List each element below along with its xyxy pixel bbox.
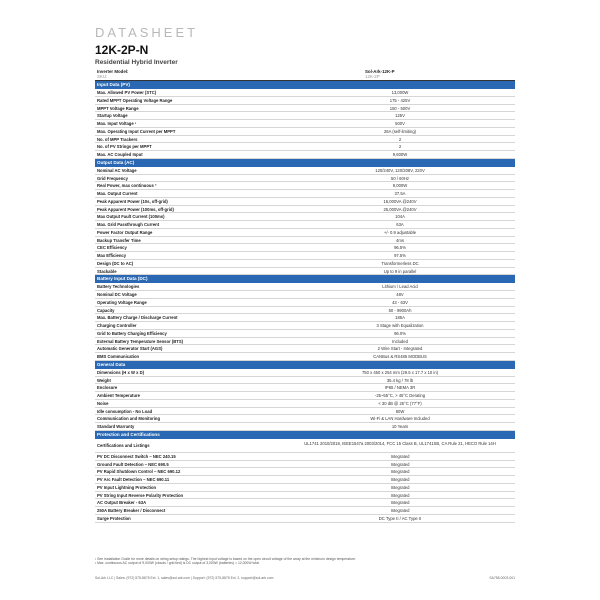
spec-row — [95, 314, 515, 322]
spec-label: Nominal DC Voltage — [97, 292, 137, 297]
spec-value: Integrated — [390, 508, 410, 513]
spec-value: 150 - 500V — [389, 105, 411, 111]
spec-row — [95, 299, 515, 307]
spec-label: Ground Fault Detection – NEC 690.5 — [97, 461, 169, 467]
spec-label: CEC Efficiency — [97, 245, 127, 251]
spec-row — [95, 268, 515, 276]
spec-value: Wi-Fi & LAN Hardware Included — [370, 416, 430, 422]
spec-row — [95, 97, 515, 105]
spec-value: +/- 0.9 adjustable — [383, 229, 417, 235]
spec-label: Max. Battery Charge / Discharge Current — [97, 315, 178, 321]
spec-value: 9,000W — [392, 183, 408, 189]
spec-label: Rated MPPT Operating Voltage Range — [97, 97, 173, 103]
spec-value: Included — [392, 338, 408, 344]
spec-label: Startup Voltage — [97, 113, 128, 119]
spec-row — [95, 143, 515, 151]
spec-value: -25~55°C, > 45°C Derating — [374, 393, 426, 398]
spec-value: 2 Wire Start - Integrated — [377, 346, 423, 352]
model-title: 12K-2P-N — [95, 43, 149, 57]
spec-row — [95, 408, 515, 416]
spec-value: 175 - 425V — [389, 97, 411, 103]
spec-row — [95, 260, 515, 268]
spec-value: 2 — [398, 144, 402, 150]
spec-row — [95, 345, 515, 353]
spec-value: 60W — [395, 408, 405, 414]
spec-label: PV Rapid Shutdown Control – NEC 690.12 — [97, 469, 181, 475]
spec-row — [95, 136, 515, 144]
spec-label: Backup Transfer Time — [97, 237, 141, 243]
section-header: Output Data (AC) — [95, 159, 515, 167]
spec-label: PV String Input Reverse Polarity Protection — [97, 492, 184, 498]
spec-row — [95, 439, 515, 453]
spec-value: Lithium / Lead Acid — [382, 284, 418, 290]
spec-row — [95, 369, 515, 377]
spec-value: 3 Stage with Equalization — [376, 323, 424, 328]
spec-value: Integrated — [390, 477, 410, 482]
spec-label: Real Power, max continuous ² — [97, 183, 157, 189]
spec-row — [95, 283, 515, 291]
spec-row — [95, 353, 515, 361]
spec-row — [95, 237, 515, 245]
datasheet-label: DATASHEET — [95, 25, 199, 40]
sku-value: 12K-2P — [365, 74, 380, 79]
subtitle: Residential Hybrid Inverter — [95, 59, 178, 66]
spec-value: Integrated — [390, 469, 410, 475]
footer — [95, 576, 515, 580]
spec-value: Integrated — [390, 484, 410, 490]
spec-value: IP65 / NEMA 3R — [384, 385, 416, 391]
spec-label: Grid Frequency — [97, 175, 128, 181]
spec-label: Communication and Monitoring — [97, 416, 161, 422]
spec-label: Power Factor Output Range — [97, 229, 153, 235]
spec-label: Surge Protection — [97, 515, 131, 521]
spec-row — [95, 167, 515, 175]
spec-value: 16,000VA @240V — [383, 198, 417, 204]
spec-row — [95, 112, 515, 120]
spec-label: Design (DC to AC) — [97, 260, 134, 266]
section-header: Battery Input Data (DC) — [95, 275, 515, 283]
spec-value: 43 - 63V — [392, 299, 408, 305]
spec-value: 750 x 450 x 254 mm (29.5 x 17.7 x 10 in) — [361, 369, 439, 375]
spec-row — [95, 175, 515, 183]
spec-value: 50 / 60Hz — [391, 175, 409, 181]
spec-label: Dimensions (H x W x D) — [97, 369, 144, 375]
spec-row — [95, 105, 515, 113]
spec-row — [95, 206, 515, 214]
section-header: Input Data (PV) — [95, 81, 515, 89]
spec-row — [95, 392, 515, 400]
footnote: ² Max. continuous AC output of 9,000W (clouds / grid tied) is DC output of 3,000W (batteries) = 12,000W total. — [95, 561, 260, 566]
spec-value: Integrated — [390, 461, 410, 467]
spec-value: Integrated — [390, 492, 410, 498]
spec-value: 120/240V, 120/208V, 220V — [375, 167, 425, 173]
spec-table — [95, 81, 515, 523]
spec-value: Transformerless DC — [381, 260, 419, 266]
spec-row — [95, 221, 515, 229]
spec-label: 250A Battery Breaker / Disconnect — [97, 508, 166, 513]
spec-label: Nominal AC Voltage — [97, 167, 137, 173]
model-value: Sol-Ark-12K-P — [365, 69, 395, 74]
section-header: General Data — [95, 361, 515, 369]
spec-value: 25,000VA @240V — [383, 206, 417, 212]
spec-row — [95, 120, 515, 128]
doc-number: SA758-0003-001 — [489, 576, 515, 580]
spec-value: Integrated — [390, 453, 410, 459]
spec-label: Max. Operating Input Current per MPPT — [97, 128, 176, 134]
spec-row — [95, 198, 515, 206]
spec-label: Idle consumption - No Load — [97, 408, 153, 414]
spec-value: UL1741 2010/2018, IEEE1547a 2003/2014, FCC 15 Class B, UL1741SB, CA Rule 21, HECO Rule 14H — [304, 440, 496, 446]
spec-label: Capacity — [97, 307, 115, 313]
spec-label: No. of PV Strings per MPPT — [97, 144, 152, 150]
spec-value: 96.5% — [394, 245, 406, 251]
spec-value: 48V — [396, 292, 404, 297]
spec-label: Peak Apparent Power (100ms, off-grid) — [97, 206, 174, 212]
spec-row — [95, 252, 515, 260]
spec-label: Max Output Fault Current (100ms) — [97, 214, 165, 220]
spec-value: CANBus & RS485 MODBUS — [373, 354, 427, 359]
spec-label: Stackable — [97, 268, 117, 274]
spec-label: MPPT Voltage Range — [97, 105, 139, 111]
spec-label: PV Input Lightning Protection — [97, 484, 157, 490]
spec-row — [95, 400, 515, 408]
spec-row — [95, 384, 515, 392]
spec-label: External Battery Temperature Sensor (BTS) — [97, 338, 184, 344]
spec-label: Certifications and Listings — [97, 442, 150, 448]
spec-value: 185A — [395, 315, 405, 321]
spec-label: Grid to Battery Charging Efficiency — [97, 330, 167, 336]
spec-row — [95, 515, 515, 523]
spec-row — [95, 89, 515, 97]
spec-label: Standard Warranty — [97, 424, 135, 429]
spec-label: Automatic Generator Start (AGS) — [97, 346, 163, 352]
section-header: Protection and Certifications — [95, 431, 515, 439]
spec-row — [95, 307, 515, 315]
spec-row — [95, 213, 515, 221]
spec-label: Noise — [97, 400, 109, 406]
spec-row — [95, 291, 515, 299]
spec-label: PV DC Disconnect Switch – NEC 240.15 — [97, 453, 176, 459]
spec-label: Charging Controller — [97, 323, 137, 328]
spec-label: Max. Grid Passthrough Current — [97, 222, 160, 227]
spec-value: 2 — [398, 136, 402, 142]
spec-label: Max. Output Current — [97, 191, 138, 196]
spec-value: 13,000W — [391, 90, 409, 95]
spec-value: Up to 9 in parallel — [383, 268, 417, 274]
spec-row — [95, 453, 515, 461]
spec-row — [95, 244, 515, 252]
spec-value: 4ms — [396, 237, 404, 243]
spec-value: 125V — [395, 113, 405, 119]
spec-label: Operating Voltage Range — [97, 299, 147, 305]
spec-label: Peak Apparent Power (10s, off-grid) — [97, 198, 168, 204]
spec-label: BMS Communication — [97, 354, 140, 359]
spec-value: 96.0% — [394, 330, 406, 336]
header — [95, 26, 198, 66]
spec-row — [95, 507, 515, 515]
spec-value: Integrated — [390, 500, 410, 506]
spec-label: Weight — [97, 377, 111, 383]
spec-value: < 30 dB @ 25°C (77°F) — [378, 400, 422, 406]
spec-label: No. of MPP Trackers — [97, 136, 138, 142]
spec-value: 10 Years — [391, 424, 409, 429]
spec-label: Enclosure — [97, 385, 118, 391]
spec-value: 63A — [396, 222, 404, 227]
footer-contact: Sol-Ark LLC | Sales: (972) 575-8875 Ext. 1, sales@sol-ark.com | Support: (972) 575-8875 Ext. 2, support@sol-ark.com — [95, 576, 274, 580]
spec-row — [95, 128, 515, 136]
footnote: ¹ See Installation Guide for more details on string setup ratings. The highest input voltage is based on the open circuit voltage of the array at the minimum design temperature. — [95, 557, 356, 561]
spec-row — [95, 322, 515, 330]
spec-value: 9,600W — [392, 152, 408, 157]
spec-value: 500V — [395, 121, 405, 126]
spec-row — [95, 229, 515, 237]
spec-row — [95, 461, 515, 469]
spec-label: PV Arc Fault Detection – NEC 690.11 — [97, 477, 170, 482]
spec-label: Max. Allowed PV Power (STC) — [97, 90, 157, 95]
spec-value: 37.5A — [394, 191, 406, 196]
spec-value: 35.4 kg / 78 lb — [386, 377, 414, 383]
spec-row — [95, 182, 515, 190]
spec-row — [95, 476, 515, 484]
spec-label: Max. Input Voltage ¹ — [97, 121, 137, 126]
spec-row — [95, 330, 515, 338]
model-label: Inverter Model: — [97, 69, 129, 74]
spec-value: 104A — [395, 214, 405, 220]
sku-label: SKU: — [97, 74, 108, 79]
spec-row — [95, 415, 515, 423]
spec-row — [95, 338, 515, 346]
spec-row — [95, 492, 515, 500]
spec-label: AC Output Breaker - 63A — [97, 500, 147, 506]
footnotes — [95, 557, 515, 565]
spec-row — [95, 190, 515, 198]
spec-value: 26A (self-limiting) — [383, 128, 417, 134]
spec-label: Battery Technologies — [97, 284, 140, 290]
spec-row — [95, 151, 515, 159]
spec-row — [95, 499, 515, 507]
spec-row — [95, 377, 515, 385]
spec-value: DC Type II / AC Type II — [378, 515, 422, 521]
spec-row — [95, 484, 515, 492]
spec-label: Max. AC Coupled Input — [97, 152, 143, 157]
spec-value: 97.5% — [394, 253, 406, 258]
spec-row — [95, 423, 515, 431]
spec-label: Ambient Temperature — [97, 393, 140, 398]
spec-value: 50 - 9900Ah — [388, 307, 412, 313]
spec-row — [95, 468, 515, 476]
spec-label: Max Efficiency — [97, 253, 127, 258]
